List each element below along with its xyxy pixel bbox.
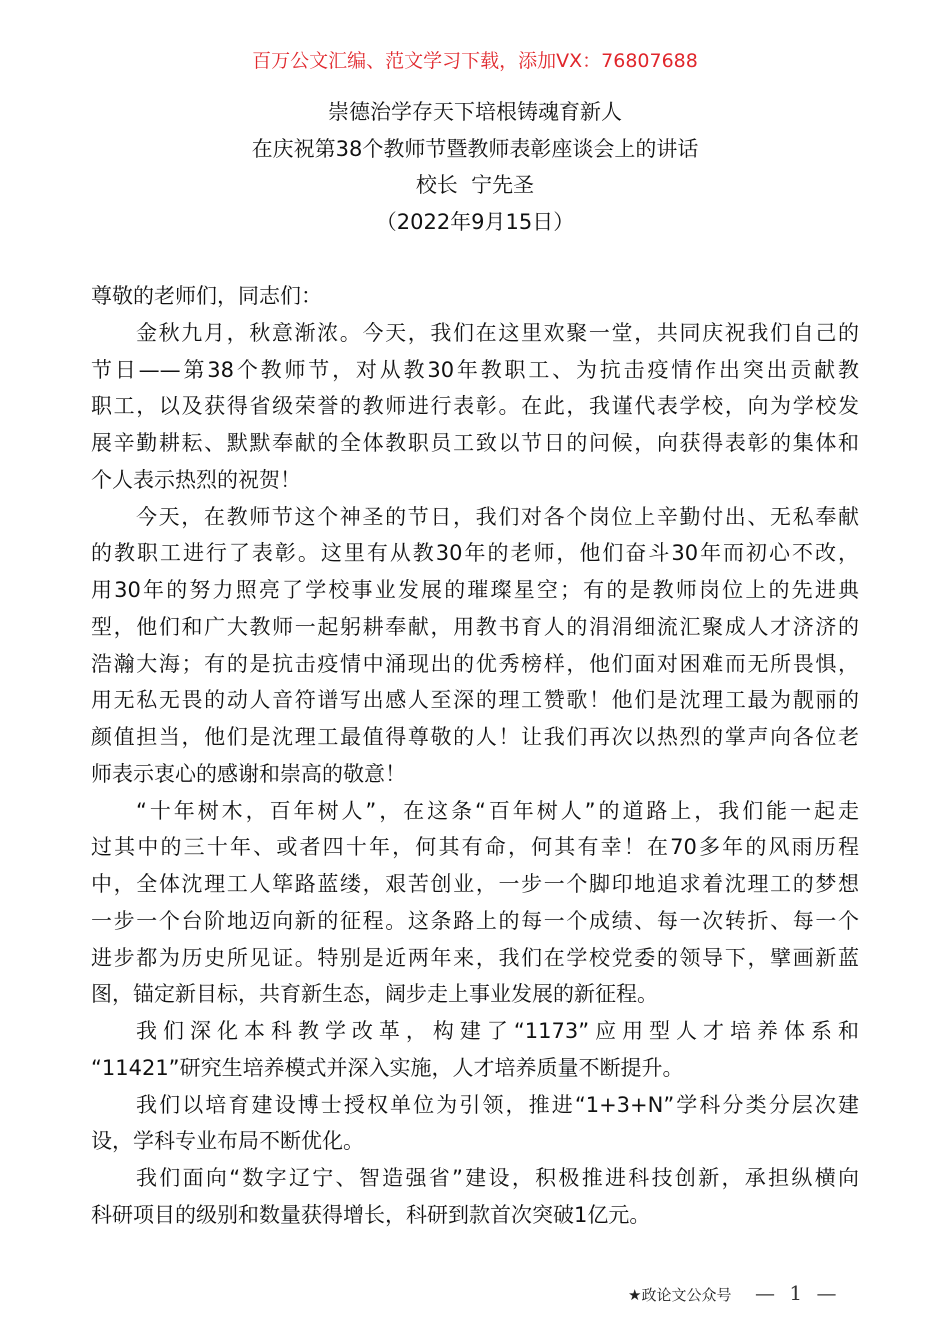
- paragraph-line: 职工，以及获得省级荣誉的教师进行表彰。在此，我谨代表学校，向为学校发: [91, 394, 859, 419]
- document-subtitle: 在庆祝第38个教师节暨教师表彰座谈会上的讲话: [251, 137, 699, 161]
- paragraph-line: 我们深化本科教学改革，构建了“1173”应用型人才培养体系和: [136, 1019, 859, 1043]
- paragraph-line: 颜值担当，他们是沈理工最值得尊敬的人！让我们再次以热烈的掌声向各位老: [91, 725, 859, 749]
- paragraph: [91, 796, 859, 1017]
- paragraph-line: 设，学科专业布局不断优化。: [91, 1129, 364, 1154]
- page-number: — 1 —: [755, 1281, 841, 1305]
- watermark-banner: 百万公文汇编、范文学习下载，添加VX：76807688: [252, 50, 698, 72]
- document-body: [91, 281, 859, 1237]
- paragraph-line: 中，全体沈理工人筚路蓝缕，艰苦创业，一步一个脚印地追求着沈理工的梦想: [91, 872, 859, 896]
- paragraph-line: 我们面向“数字辽宁、智造强省”建设，积极推进科技创新，承担纵横向: [136, 1166, 859, 1190]
- paragraph-line: 一步一个台阶地迈向新的征程。这条路上的每一个成绩、每一次转折、每一个: [91, 908, 859, 933]
- paragraph-line: 用30年的努力照亮了学校事业发展的璀璨星空；有的是教师岗位上的先进典: [91, 578, 859, 602]
- paragraph-line: 进步都为历史所见证。特别是近两年来，我们在学校党委的领导下，擘画新蓝: [91, 945, 859, 970]
- paragraph-line: 浩瀚大海；有的是抗击疫情中涌现出的优秀榜样，他们面对困难而无所畏惧，: [91, 651, 859, 676]
- paragraph: [91, 1016, 859, 1090]
- document-title: 崇德治学存天下培根铸魂育新人: [328, 100, 622, 124]
- paragraph-line: 今天，在教师节这个神圣的节日，我们对各个岗位上辛勤付出、无私奉献: [136, 504, 859, 529]
- paragraph-line: 用无私无畏的动人音符谱写出感人至深的理工赞歌！他们是沈理工最为靓丽的: [91, 688, 859, 713]
- paragraph-line: “十年树木，百年树人”，在这条“百年树人”的道路上，我们能一起走: [136, 798, 859, 823]
- paragraph: [91, 502, 859, 796]
- paragraph-line: 图，锚定新目标，共育新生态，阔步走上事业发展的新征程。: [91, 982, 658, 1007]
- paragraph-line: 个人表示热烈的祝贺！: [91, 467, 301, 492]
- paragraph-line: 金秋九月，秋意渐浓。今天，我们在这里欢聚一堂，共同庆祝我们自己的: [136, 320, 859, 345]
- paragraph-line: 尊敬的老师们，同志们：: [91, 284, 322, 308]
- paragraph-line: 展辛勤耕耘、默默奉献的全体教职员工致以节日的问候，向获得表彰的集体和: [91, 431, 859, 455]
- document-date: （2022年9月15日）: [375, 210, 575, 234]
- paragraph: [91, 318, 859, 502]
- paragraph: [91, 1090, 859, 1164]
- footer-source: ★政论文公众号: [628, 1286, 732, 1304]
- paragraph-line: 师表示衷心的感谢和崇高的敬意！: [91, 761, 406, 786]
- paragraph-line: 节日——第38个教师节，对从教30年教职工、为抗击疫情作出突出贡献教: [91, 357, 859, 382]
- paragraph-line: 我们以培育建设博士授权单位为引领，推进“1+3+N”学科分类分层次建: [136, 1092, 859, 1117]
- paragraph-line: 的教职工进行了表彰。这里有从教30年的老师，他们奋斗30年而初心不改，: [91, 541, 859, 566]
- paragraph: [91, 1163, 859, 1237]
- document-author: 校长 宁先圣: [415, 173, 535, 197]
- paragraph: [91, 281, 859, 318]
- paragraph-line: 型，他们和广大教师一起躬耕奉献，用教书育人的涓涓细流汇聚成人才济济的: [91, 614, 859, 639]
- paragraph-line: 过其中的三十年、或者四十年，何其有命，何其有幸！在70多年的风雨历程: [91, 835, 859, 860]
- paragraph-line: “11421”研究生培养模式并深入实施，人才培养质量不断提升。: [91, 1055, 684, 1080]
- paragraph-line: 科研项目的级别和数量获得增长，科研到款首次突破1亿元。: [91, 1202, 651, 1227]
